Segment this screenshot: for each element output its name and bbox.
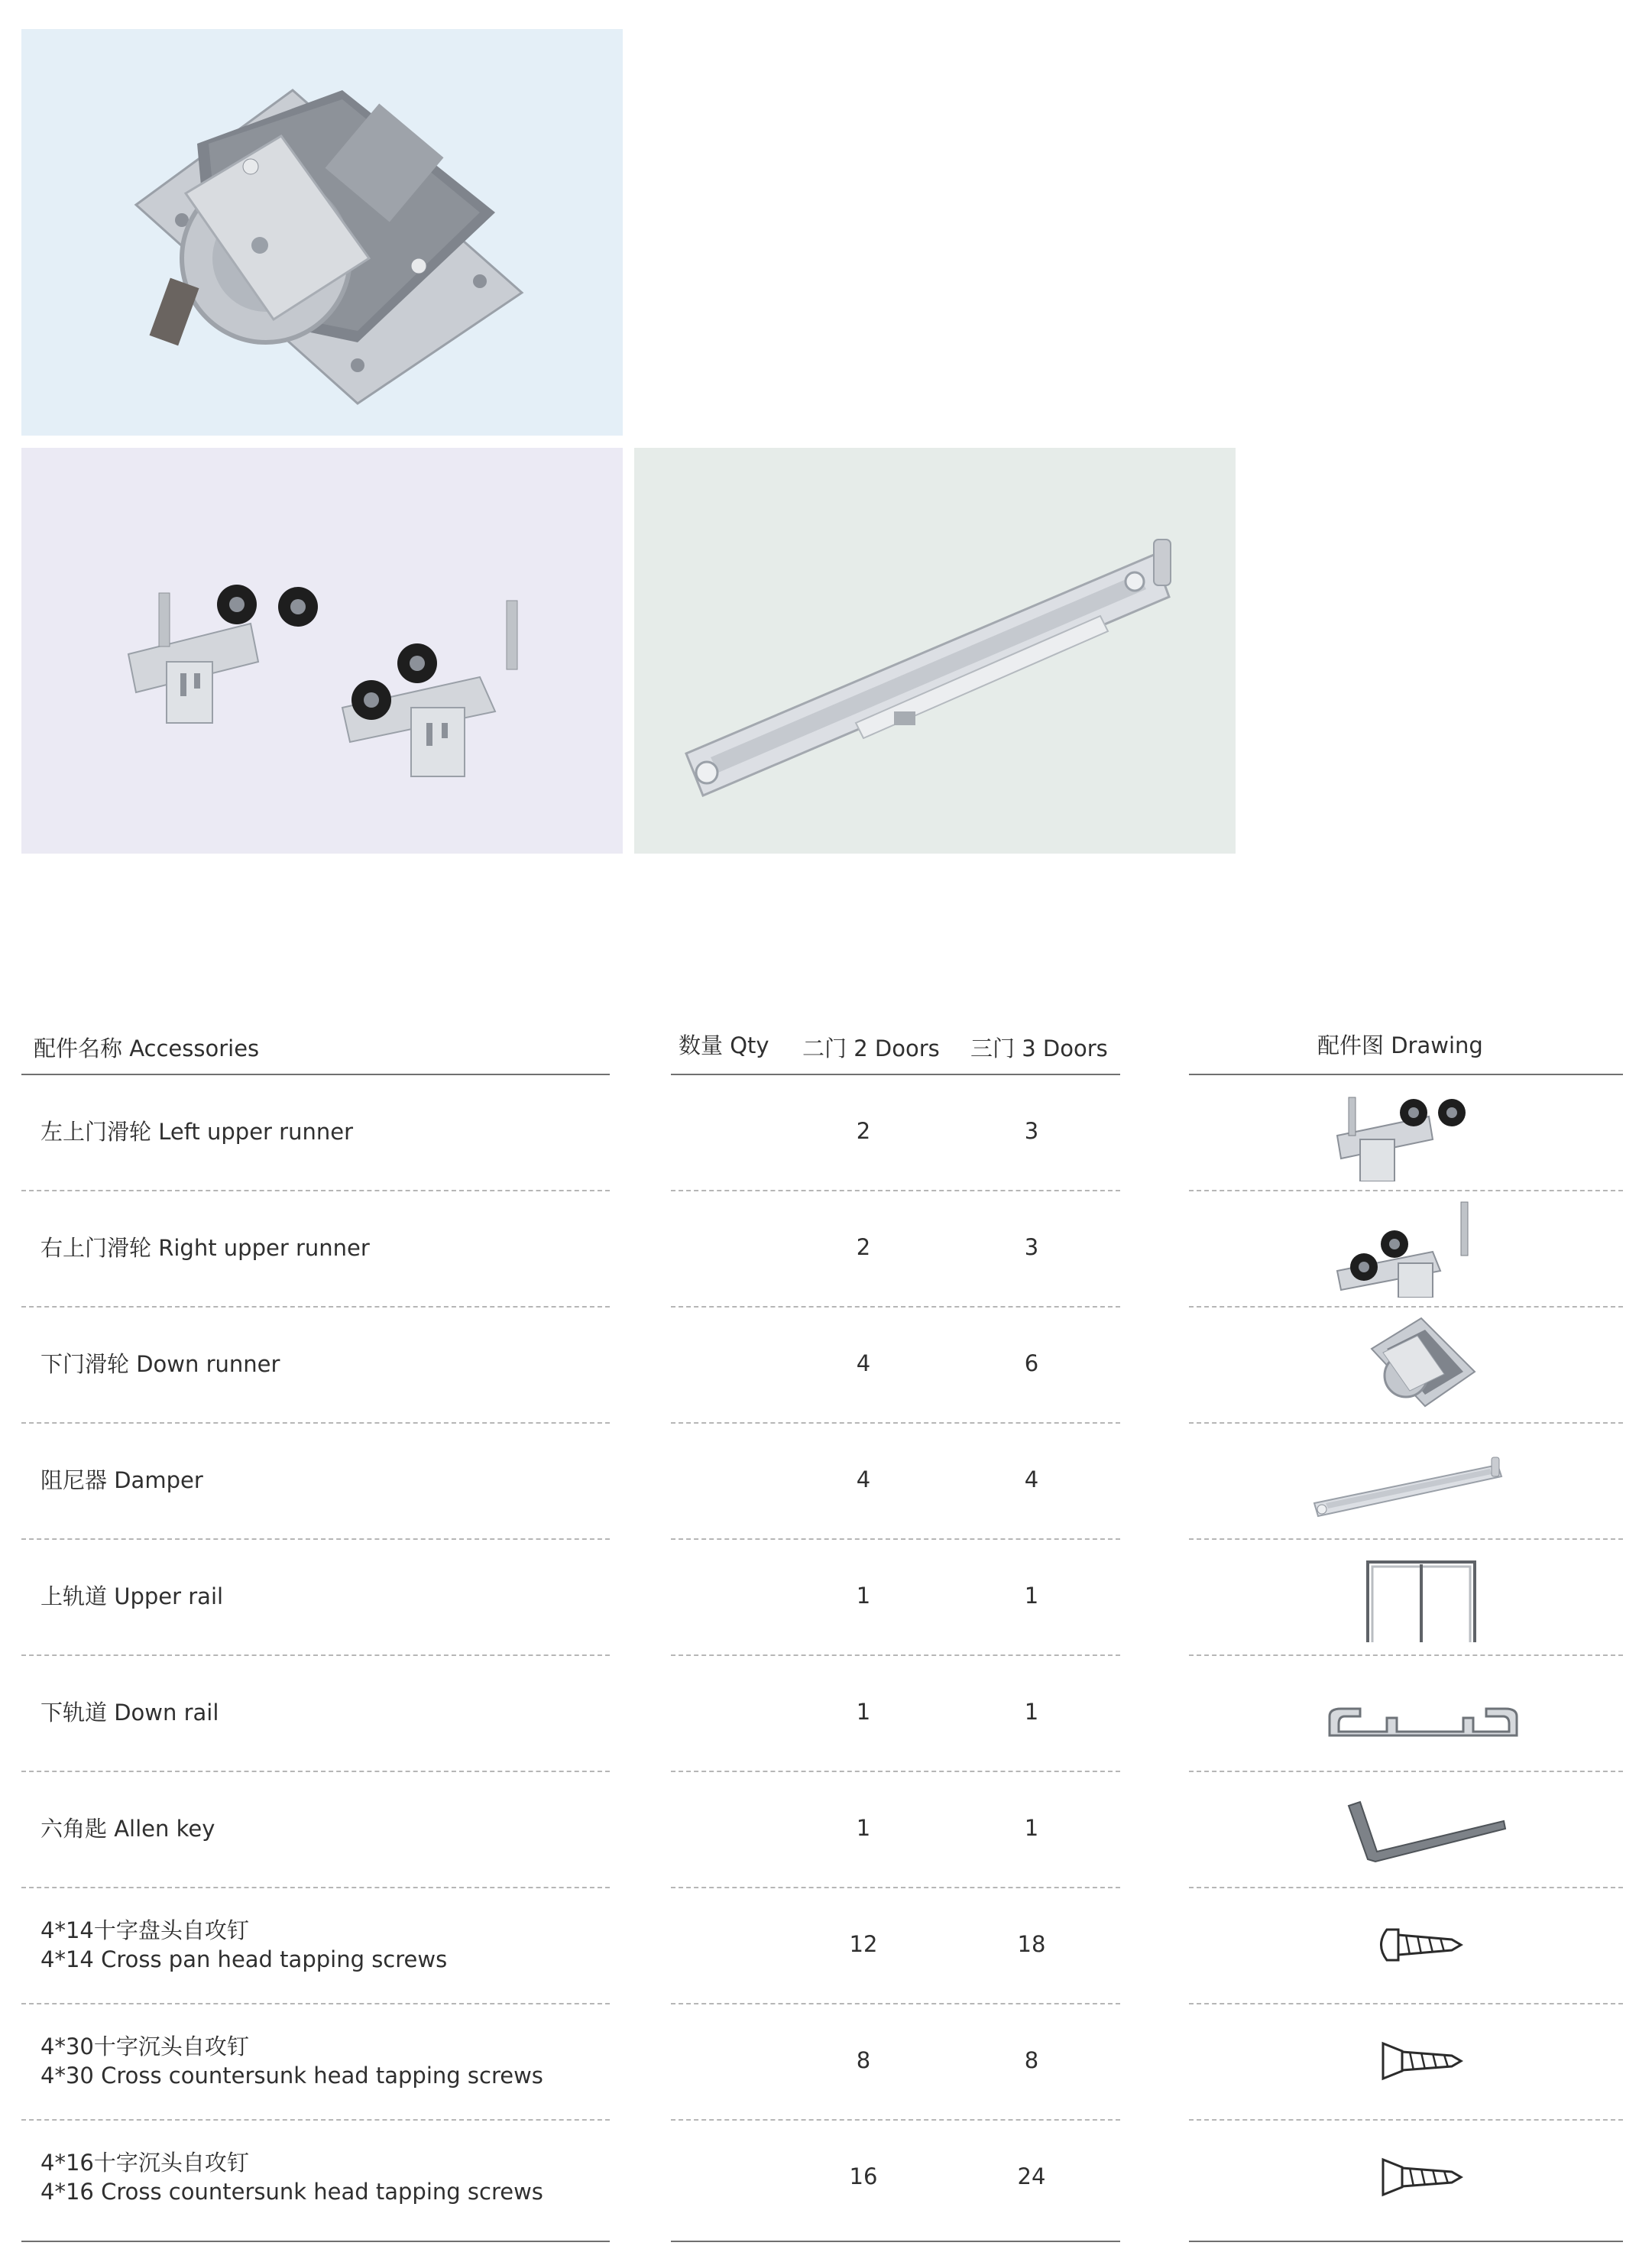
qty-two-doors: 4: [856, 1466, 871, 1492]
down-runner-illustration: [21, 29, 623, 436]
header-accessories: 配件名称 Accessories: [34, 1035, 260, 1061]
row-divider: [671, 2003, 1120, 2004]
accessory-name-line1: 六角匙 Allen key: [40, 1816, 215, 1842]
accessory-name: [40, 2006, 606, 2116]
header-two-doors: 二门 2 Doors: [802, 1035, 940, 1061]
row-divider: [1189, 2003, 1623, 2004]
header-three-doors: 三门 3 Doors: [970, 1035, 1108, 1061]
qty-three-doors: 1: [1024, 1583, 1039, 1609]
qty-two-doors: 2: [856, 1118, 871, 1144]
header-qty: 数量 Qty: [679, 1032, 769, 1058]
row-divider: [671, 1771, 1120, 1772]
qty-two-doors: 4: [856, 1350, 871, 1376]
footer-rule-right: [1189, 2241, 1623, 2242]
qty-two-doors: 16: [849, 2163, 878, 2189]
header-rule-middle: [671, 1074, 1120, 1075]
footer-rule-middle: [671, 2241, 1120, 2242]
accessory-name-line1: 右上门滑轮 Right upper runner: [40, 1235, 370, 1261]
accessory-name: [40, 2122, 606, 2232]
countersunk-screw-drawing: [1284, 2011, 1543, 2111]
accessory-name-line1: 阻尼器 Damper: [40, 1467, 203, 1493]
row-divider: [1189, 1306, 1623, 1308]
row-divider: [671, 1190, 1120, 1191]
row-divider: [21, 1306, 610, 1308]
right-upper-runner-drawing: [1284, 1198, 1543, 1298]
accessory-name: [40, 1890, 606, 2000]
accessory-name: [40, 1541, 606, 1651]
qty-two-doors: 2: [856, 1234, 871, 1260]
row-divider: [21, 1771, 610, 1772]
accessory-name: [40, 1309, 606, 1419]
down-runner-drawing: [1284, 1314, 1543, 1414]
row-divider: [21, 1887, 610, 1888]
countersunk-screw-drawing: [1284, 2128, 1543, 2227]
allen-key-drawing: [1284, 1779, 1543, 1878]
qty-three-doors: 6: [1024, 1350, 1039, 1376]
qty-three-doors: 18: [1017, 1931, 1046, 1957]
accessory-name-line2: 4*16 Cross countersunk head tapping screws: [40, 2179, 543, 2205]
damper-photo: [634, 448, 1236, 854]
row-divider: [1189, 2119, 1623, 2121]
accessory-name-line1: 4*14十字盘头自攻钉: [40, 1917, 249, 1943]
accessory-name-line2: 4*30 Cross countersunk head tapping screws: [40, 2063, 543, 2089]
row-divider: [21, 1654, 610, 1656]
accessory-name: [40, 1193, 606, 1303]
accessory-name-line1: 上轨道 Upper rail: [40, 1583, 224, 1609]
accessory-name: [40, 1658, 606, 1768]
qty-three-doors: 3: [1024, 1118, 1039, 1144]
row-divider: [1189, 1422, 1623, 1424]
row-divider: [671, 1887, 1120, 1888]
qty-two-doors: 8: [856, 2047, 871, 2073]
row-divider: [671, 1422, 1120, 1424]
upper-rail-drawing: [1284, 1547, 1543, 1646]
footer-rule-left: [21, 2241, 610, 2242]
row-divider: [671, 1306, 1120, 1308]
row-divider: [1189, 1887, 1623, 1888]
row-divider: [21, 2003, 610, 2004]
qty-three-doors: 8: [1024, 2047, 1039, 2073]
qty-two-doors: 1: [856, 1699, 871, 1725]
row-divider: [1189, 1654, 1623, 1656]
qty-two-doors: 1: [856, 1583, 871, 1609]
pan-head-screw-drawing: [1284, 1895, 1543, 1995]
upper-runners-illustration: [21, 448, 623, 854]
row-divider: [21, 1190, 610, 1191]
row-divider: [671, 1654, 1120, 1656]
row-divider: [21, 1422, 610, 1424]
accessory-name-line2: 4*14 Cross pan head tapping screws: [40, 1946, 448, 1972]
row-divider: [1189, 1538, 1623, 1540]
accessory-name: [40, 1774, 606, 1884]
header-rule-left: [21, 1074, 610, 1075]
accessory-name-line1: 4*30十字沉头自攻钉: [40, 2034, 249, 2059]
qty-three-doors: 1: [1024, 1699, 1039, 1725]
accessory-name-line1: 左上门滑轮 Left upper runner: [40, 1119, 354, 1145]
accessory-name-line1: 4*16十字沉头自攻钉: [40, 2150, 249, 2176]
header-rule-right: [1189, 1074, 1623, 1075]
damper-illustration: [634, 448, 1236, 854]
row-divider: [1189, 1771, 1623, 1772]
row-divider: [671, 1538, 1120, 1540]
accessory-name-line1: 下门滑轮 Down runner: [40, 1351, 280, 1377]
qty-two-doors: 1: [856, 1815, 871, 1841]
qty-three-doors: 4: [1024, 1466, 1039, 1492]
row-divider: [1189, 1190, 1623, 1191]
left-upper-runner-drawing: [1284, 1082, 1543, 1181]
damper-drawing: [1284, 1431, 1543, 1530]
accessory-name-line1: 下轨道 Down rail: [40, 1700, 219, 1726]
qty-three-doors: 3: [1024, 1234, 1039, 1260]
upper-runners-photo: [21, 448, 623, 854]
qty-two-doors: 12: [849, 1931, 878, 1957]
accessory-name: [40, 1425, 606, 1535]
down-rail-drawing: [1284, 1663, 1543, 1762]
qty-three-doors: 24: [1017, 2163, 1046, 2189]
qty-three-doors: 1: [1024, 1815, 1039, 1841]
down-runner-photo: [21, 29, 623, 436]
accessory-name: [40, 1077, 606, 1187]
header-drawing: 配件图 Drawing: [1317, 1032, 1483, 1058]
row-divider: [21, 1538, 610, 1540]
row-divider: [671, 2119, 1120, 2121]
row-divider: [21, 2119, 610, 2121]
